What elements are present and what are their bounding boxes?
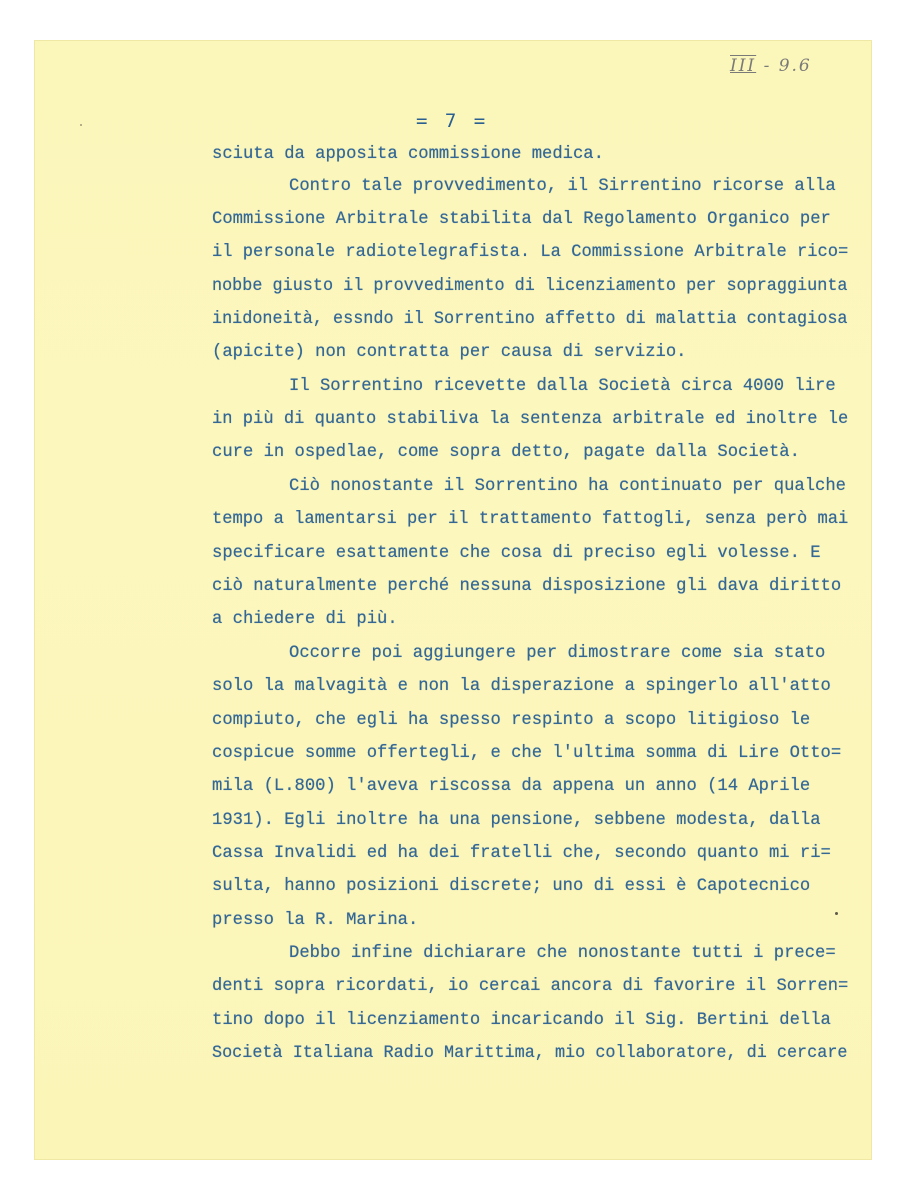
text-line: cospicue somme offertegli, e che l'ultima somma di Lire Otto= bbox=[212, 744, 842, 763]
text-line: Cassa Invalidi ed ha dei fratelli che, secondo quanto mi ri= bbox=[212, 844, 831, 863]
archive-mark-roman: III bbox=[730, 56, 757, 76]
text-line: (apicite) non contratta per causa di servizio. bbox=[212, 343, 687, 362]
text-line: Commissione Arbitrale stabilita dal Regolamento Organico per bbox=[212, 210, 831, 229]
text-line: tino dopo il licenziamento incaricando il Sig. Bertini della bbox=[212, 1011, 831, 1030]
text-line: il personale radiotelegrafista. La Commissione Arbitrale rico= bbox=[212, 243, 849, 262]
paper-speck bbox=[80, 124, 82, 126]
page-number: = 7 = bbox=[416, 110, 489, 132]
text-line: presso la R. Marina. bbox=[212, 911, 419, 930]
archive-mark-number: - 9.6 bbox=[763, 56, 812, 76]
text-line: Contro tale provvedimento, il Sirrentino ricorse alla bbox=[289, 177, 836, 196]
text-line: sulta, hanno posizioni discrete; uno di essi è Capotecnico bbox=[212, 877, 811, 896]
text-line: ciò naturalmente perché nessuna disposizione gli dava diritto bbox=[212, 577, 842, 596]
text-line: sciuta da apposita commissione medica. bbox=[212, 145, 604, 164]
text-line: in più di quanto stabiliva la sentenza arbitrale ed inoltre le bbox=[212, 410, 849, 429]
paper-speck bbox=[835, 912, 838, 915]
archive-mark bbox=[730, 56, 812, 76]
text-line: Il Sorrentino ricevette dalla Società circa 4000 lire bbox=[289, 377, 836, 396]
text-line: inidoneità, essndo il Sorrentino affetto di malattia contagiosa bbox=[212, 310, 848, 329]
text-line: 1931). Egli inoltre ha una pensione, sebbene modesta, dalla bbox=[212, 811, 821, 830]
text-line: solo la malvagità e non la disperazione a spingerlo all'atto bbox=[212, 677, 831, 696]
text-line: compiuto, che egli ha spesso respinto a scopo litigioso le bbox=[212, 711, 811, 730]
text-line: a chiedere di più. bbox=[212, 610, 398, 629]
text-line: cure in ospedlae, come sopra detto, pagate dalla Società. bbox=[212, 443, 800, 462]
text-line: denti sopra ricordati, io cercai ancora di favorire il Sorren= bbox=[212, 977, 849, 996]
text-line: nobbe giusto il provvedimento di licenziamento per sopraggiunta bbox=[212, 277, 848, 296]
text-line: specificare esattamente che cosa di preciso egli volesse. E bbox=[212, 544, 821, 563]
text-line: tempo a lamentarsi per il trattamento fattogli, senza però mai bbox=[212, 510, 849, 529]
text-line: Ciò nonostante il Sorrentino ha continuato per qualche bbox=[289, 477, 846, 496]
text-line: Società Italiana Radio Marittima, mio collaboratore, di cercare bbox=[212, 1044, 848, 1063]
text-line: Debbo infine dichiarare che nonostante tutti i prece= bbox=[289, 944, 836, 963]
text-line: Occorre poi aggiungere per dimostrare come sia stato bbox=[289, 644, 826, 663]
text-line: mila (L.800) l'aveva riscossa da appena un anno (14 Aprile bbox=[212, 777, 811, 796]
